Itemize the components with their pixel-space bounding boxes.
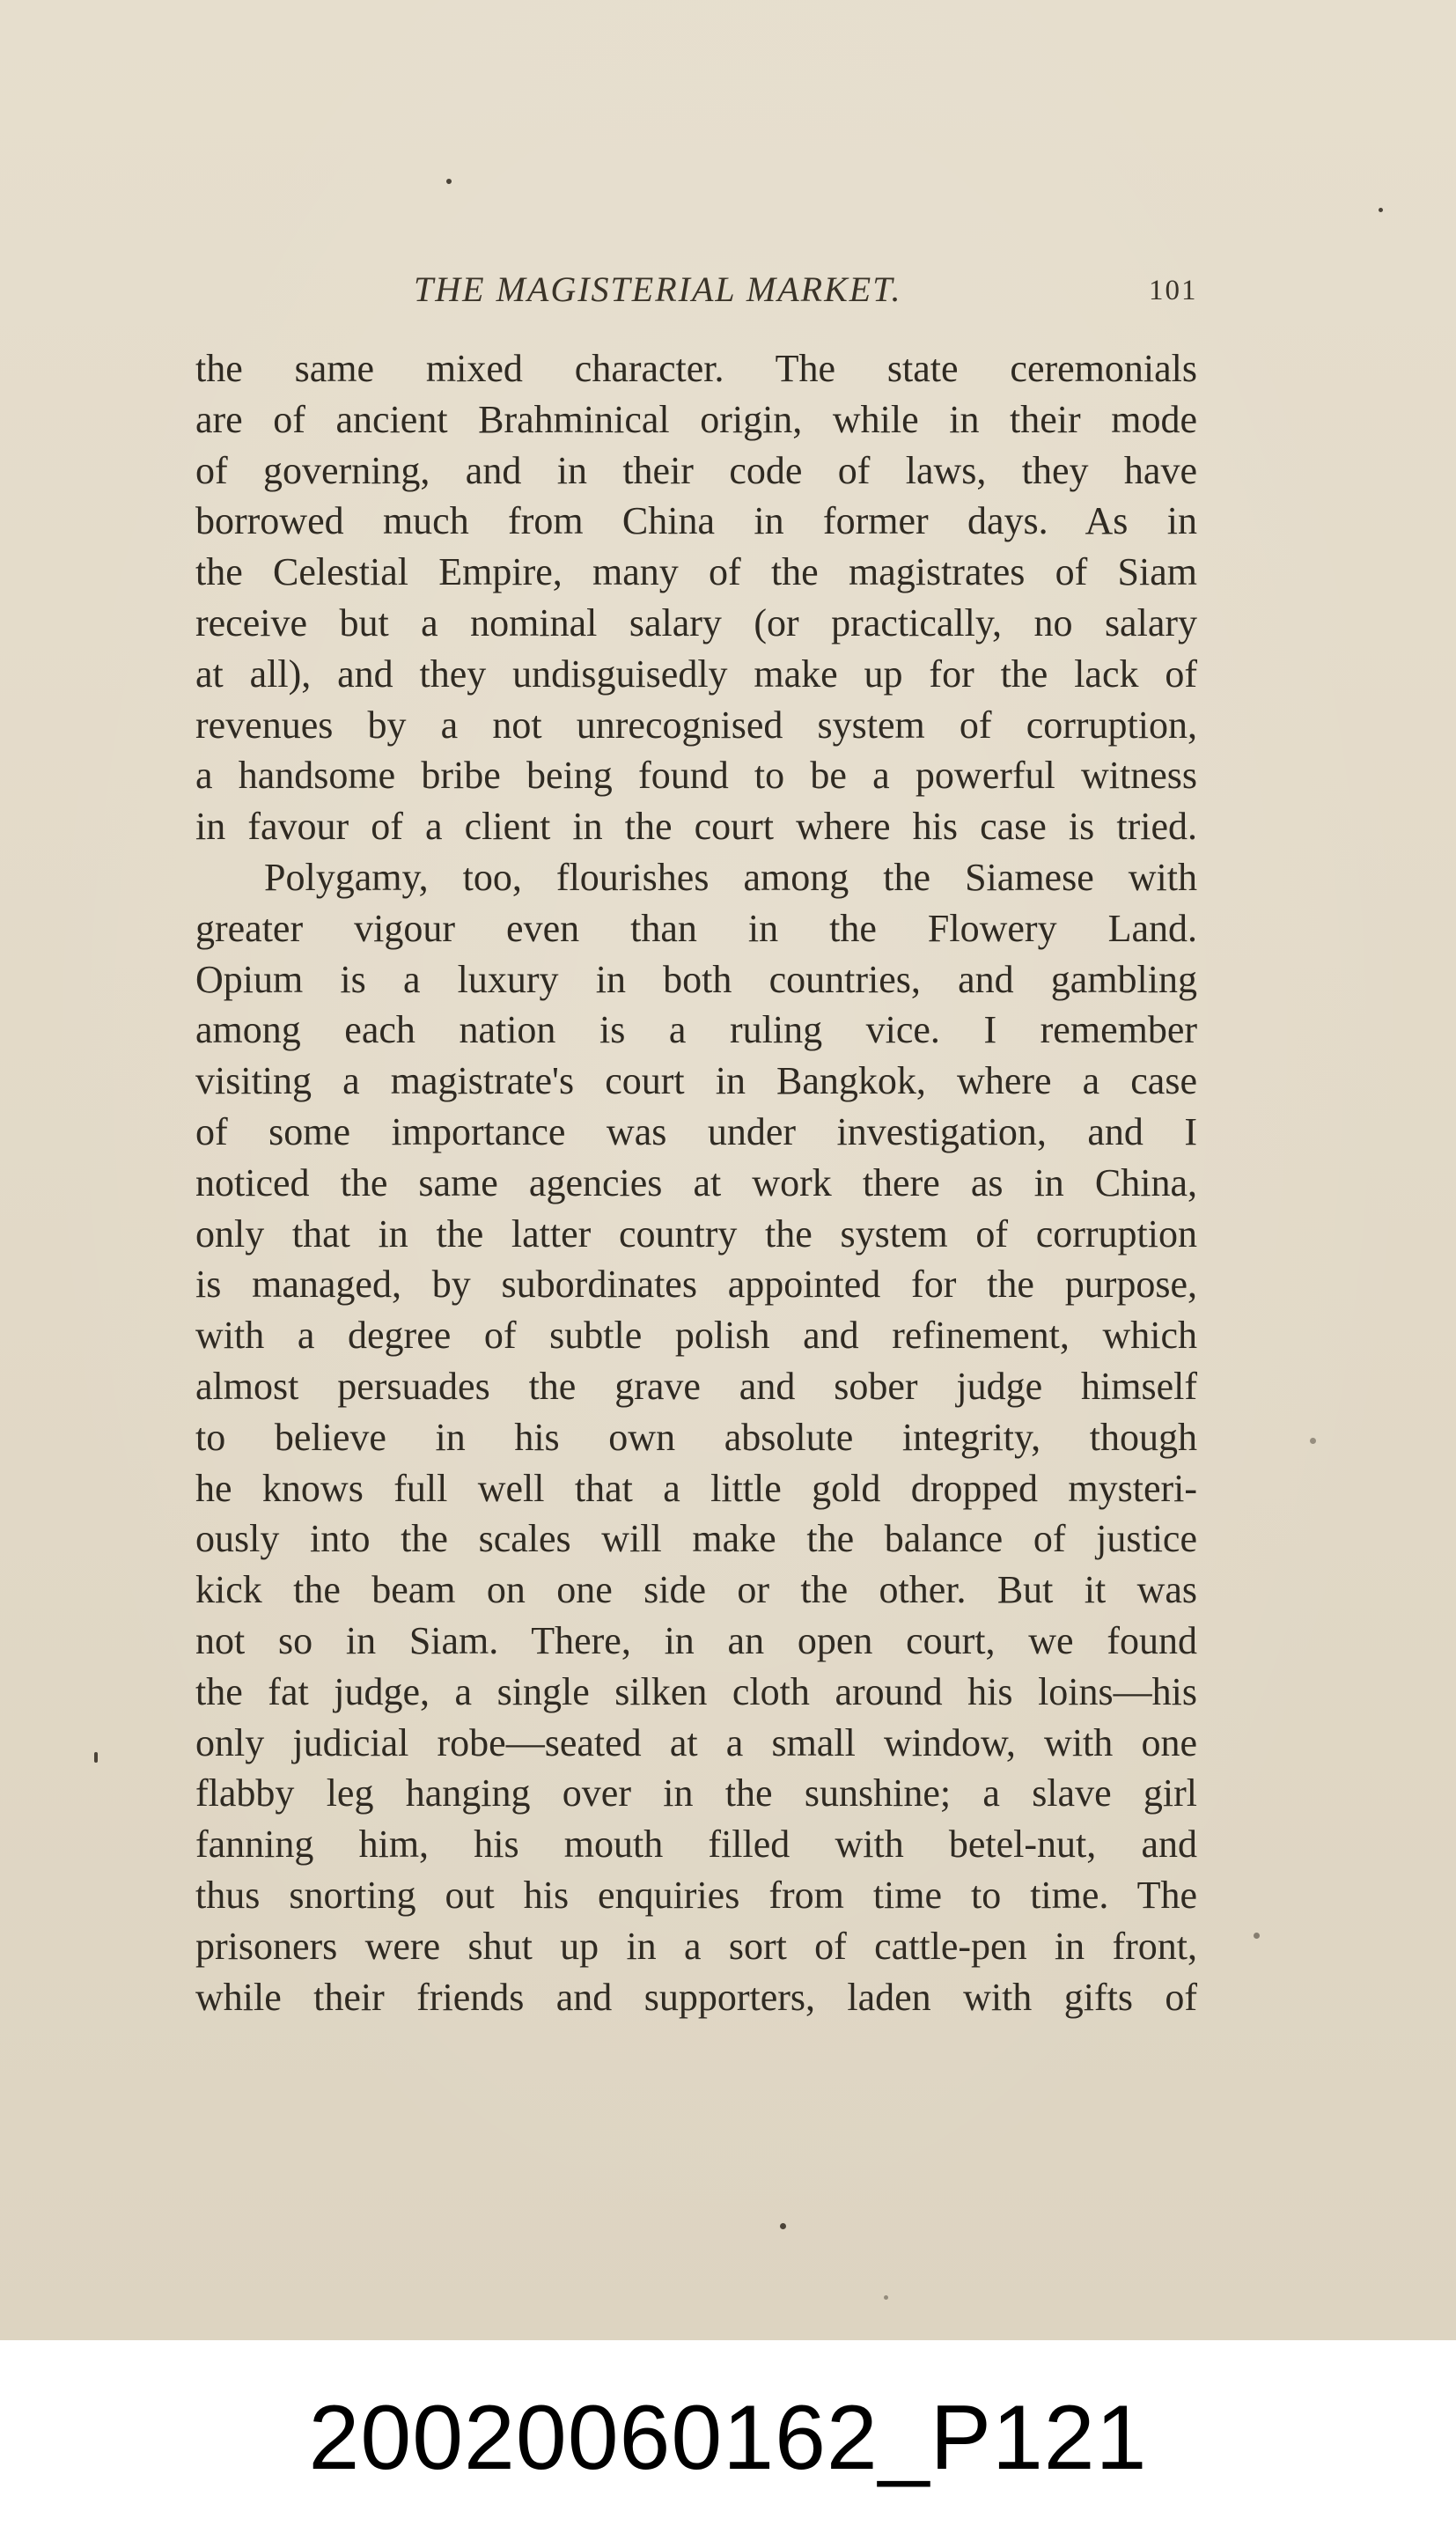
text-line: kick the beam on one side or the other. But it was bbox=[195, 1568, 1197, 1612]
page-number: 101 bbox=[1149, 275, 1198, 306]
text-line: borrowed much from China in former days. As in bbox=[195, 499, 1197, 543]
paper-speck bbox=[780, 2223, 786, 2229]
running-head: THE MAGISTERIAL MARKET. bbox=[414, 269, 902, 309]
text-line: a handsome bribe being found to be a powerful witness bbox=[195, 754, 1197, 798]
text-line: is managed, by subordinates appointed for the purpose, bbox=[195, 1263, 1197, 1307]
text-line: to believe in his own absolute integrity, though bbox=[195, 1415, 1197, 1459]
body-text bbox=[195, 343, 1197, 2022]
text-line: with a degree of subtle polish and refinement, which bbox=[195, 1314, 1197, 1358]
text-line: noticed the same agencies at work there as in China, bbox=[195, 1160, 1197, 1204]
text-line: he knows full well that a little gold dropped mysteri- bbox=[195, 1466, 1197, 1510]
paper-speck bbox=[884, 2295, 888, 2300]
text-line: not so in Siam. There, in an open court, we found bbox=[195, 1618, 1197, 1662]
paper-speck bbox=[94, 1752, 98, 1763]
text-line: the same mixed character. The state ceremonials bbox=[195, 347, 1197, 390]
text-line: thus snorting out his enquiries from time to time. The bbox=[195, 1873, 1197, 1917]
text-line: of governing, and in their code of laws, they have bbox=[195, 448, 1197, 492]
text-line: only judicial robe—seated at a small window, with one bbox=[195, 1720, 1197, 1764]
text-line: while their friends and supporters, laden with gifts of bbox=[195, 1975, 1197, 2019]
text-line: only that in the latter country the system of corruption bbox=[195, 1211, 1197, 1256]
text-line: at all), and they undisguisedly make up for the lack of bbox=[195, 652, 1197, 696]
text-line: flabby leg hanging over in the sunshine; a slave girl bbox=[195, 1771, 1197, 1815]
text-line: Opium is a luxury in both countries, and gambling bbox=[195, 957, 1197, 1001]
text-line: ously into the scales will make the balance of justice bbox=[195, 1517, 1197, 1561]
text-line: visiting a magistrate's court in Bangkok, where a case bbox=[195, 1059, 1197, 1103]
text-line: receive but a nominal salary (or practically, no salary bbox=[195, 600, 1197, 644]
text-line: are of ancient Brahminical origin, while in their mode bbox=[195, 397, 1197, 441]
text-line: almost persuades the grave and sober judge himself bbox=[195, 1364, 1197, 1408]
text-line-paragraph-start: Polygamy, too, flourishes among the Siamese with bbox=[264, 855, 1197, 899]
paper-speck bbox=[1254, 1933, 1260, 1939]
text-line: the Celestial Empire, many of the magistrates of Siam bbox=[195, 550, 1197, 594]
paper-speck bbox=[1379, 208, 1383, 212]
paper-speck bbox=[1310, 1438, 1316, 1444]
image-identifier: 20020060162_P121 bbox=[308, 2387, 1148, 2489]
text-line: greater vigour even than in the Flowery Land. bbox=[195, 906, 1197, 950]
text-line: in favour of a client in the court where his case is tried. bbox=[195, 805, 1197, 849]
text-line: prisoners were shut up in a sort of cattle-pen in front, bbox=[195, 1924, 1197, 1968]
text-line: revenues by a not unrecognised system of corruption, bbox=[195, 703, 1197, 747]
paper-speck bbox=[446, 179, 452, 184]
text-line: the fat judge, a single silken cloth around his loins—his bbox=[195, 1669, 1197, 1713]
text-line: fanning him, his mouth filled with betel-nut, and bbox=[195, 1823, 1197, 1867]
text-line: of some importance was under investigation, and I bbox=[195, 1109, 1197, 1153]
text-line: among each nation is a ruling vice. I remember bbox=[195, 1008, 1197, 1052]
